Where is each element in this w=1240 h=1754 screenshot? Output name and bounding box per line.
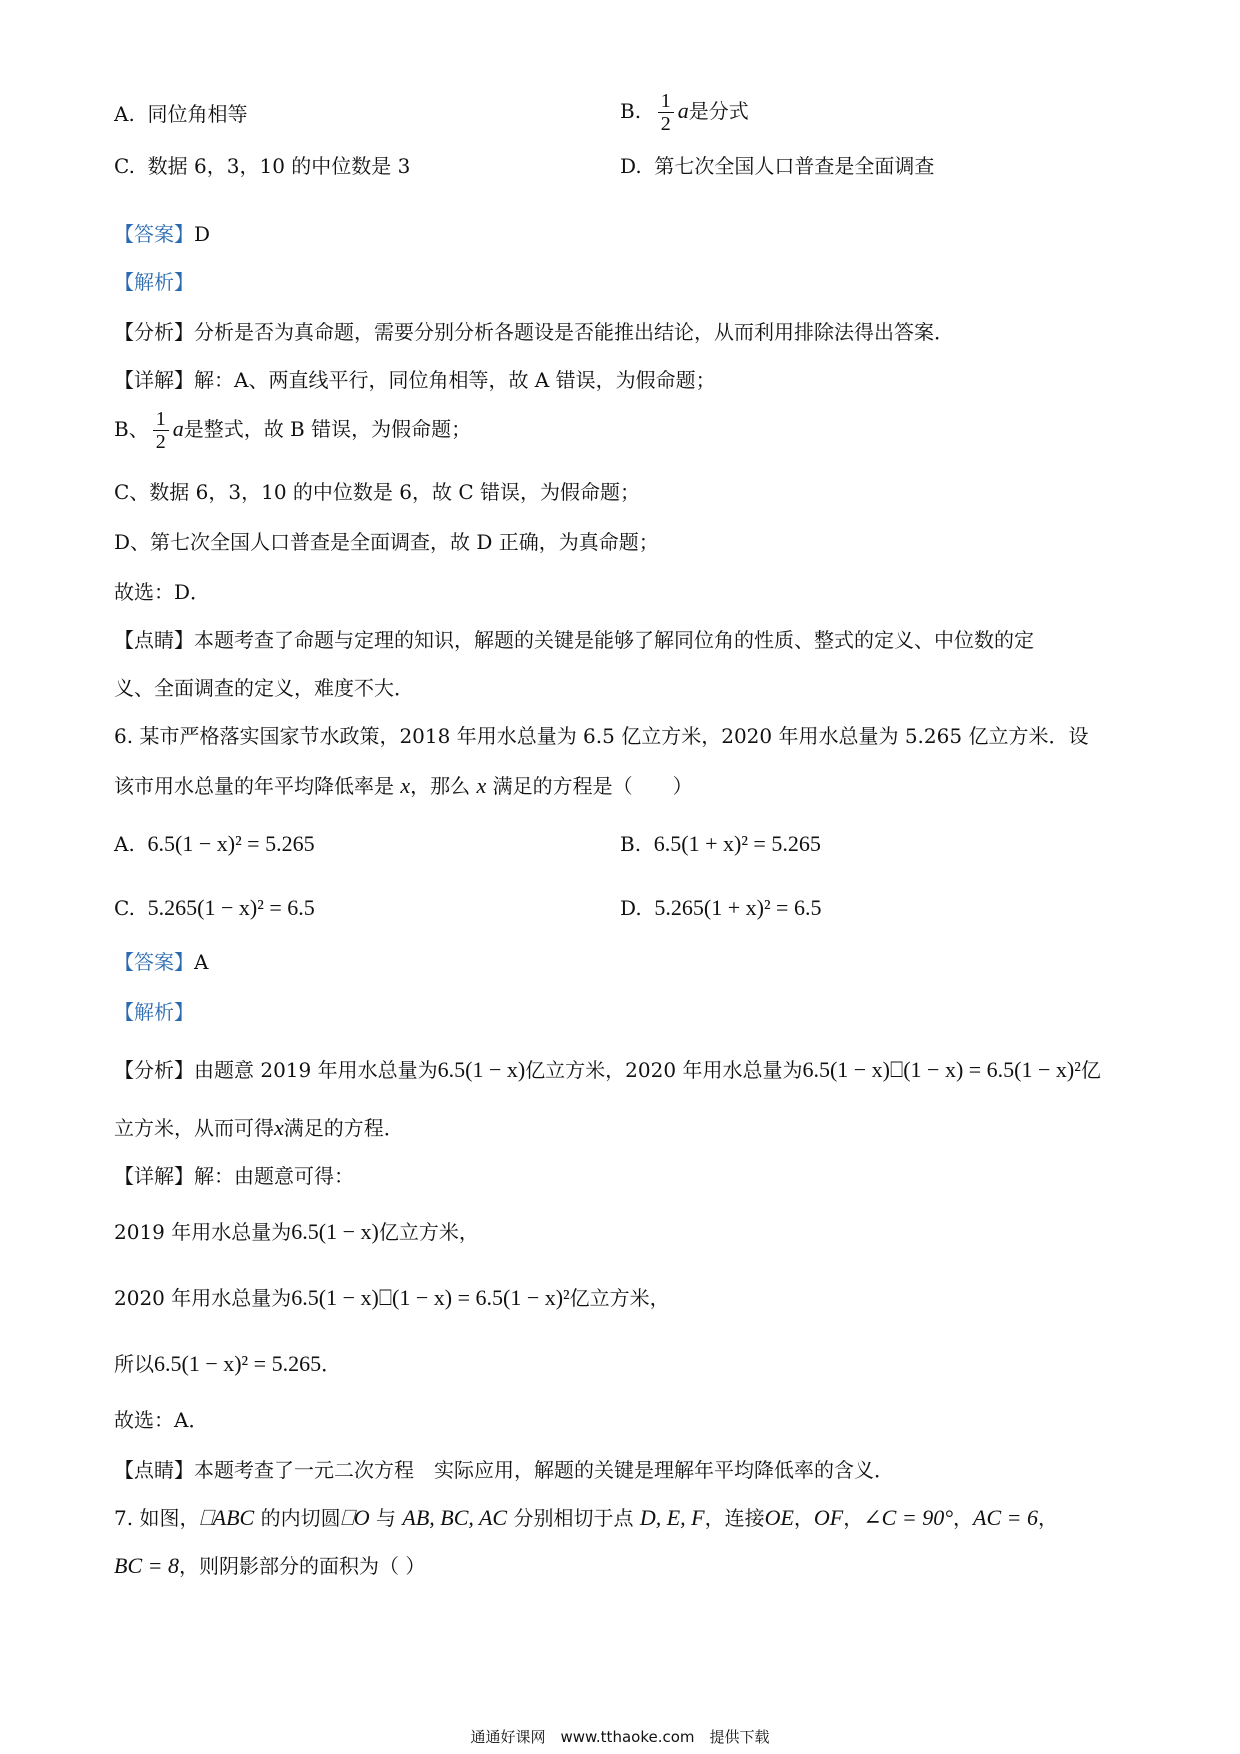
text-q6-line-2019-a: 2019 年用水总量为 (114, 1220, 292, 1244)
text-q6-opt-b-label: B. (620, 832, 642, 856)
q5-xiangjie-b (114, 408, 471, 453)
text-q7-stem-1f: ， (793, 1506, 814, 1530)
text-q6-suoyi-m: 6.5(1 − x)² = 5.265 (154, 1351, 322, 1376)
text-q7-stem-1c: 与 (376, 1506, 397, 1530)
text-q5-opt-b-num: 1 (658, 90, 674, 113)
text-q6-xiangjie-0: 解：由题意可得： (194, 1164, 354, 1188)
text-q6-suoyi-a: 所以 (114, 1352, 154, 1376)
text-q5-opt-d-label: D. (620, 154, 642, 178)
text-q6-opt-a-label: A. (114, 832, 135, 856)
text-q7-stem-1m5: OE (764, 1505, 794, 1530)
text-footer-text: 通通好课网 www.tthaoke.com 提供下载 (470, 1728, 770, 1746)
text-q6-fenxi-1m2: 6.5(1 − x)⎕(1 − x) = 6.5(1 − x)² (802, 1057, 1081, 1082)
text-q6-suoyi-b: ． (321, 1352, 342, 1376)
text-q6-stem-2-x2: x (476, 773, 487, 798)
q6-option-a (114, 830, 315, 858)
q6-stem-1 (114, 722, 1088, 750)
q6-xiangjie (114, 1162, 354, 1190)
text-q5-xiangjie-b-num: 1 (153, 408, 169, 431)
q6-dianjing (114, 1456, 894, 1484)
text-q7-stem-2m: BC = 8 (114, 1553, 179, 1578)
text-q5-opt-a-text: 同位角相等 (147, 102, 248, 126)
text-q6-fenxi-2a: 立方米，从而可得 (114, 1116, 274, 1140)
text-q7-stem-1h: ， (953, 1506, 974, 1530)
text-q6-stem-1: 6. 某市严格落实国家节水政策，2018 年用水总量为 6.5 亿立方米，2020 年用水总量为 5.265 亿立方米．设 (114, 724, 1089, 748)
q6-fenxi-2 (114, 1114, 404, 1142)
q7-stem-2 (114, 1552, 425, 1580)
text-q5-xiangjie-b-prefix: B、 (114, 417, 149, 441)
text-q5-opt-b-den: 2 (660, 113, 671, 135)
q6-stem-2 (114, 772, 693, 800)
q5-dianjing-1 (114, 626, 1034, 654)
text-q7-stem-1e: ，连接 (704, 1506, 765, 1530)
q6-line-2019 (114, 1218, 479, 1246)
q5-fenxi (114, 318, 954, 346)
text-q5-xiangjie-label: 【详解】 (114, 368, 194, 392)
text-q5-fenxi-label: 【分析】 (114, 320, 194, 344)
q6-jiexi (114, 998, 194, 1026)
text-q7-stem-1m8: AC = 6 (973, 1505, 1038, 1530)
q6-option-d (620, 894, 821, 922)
text-q6-answer-label: 【答案】 (114, 950, 194, 974)
q7-stem-1 (114, 1504, 1058, 1532)
text-q6-stem-2-c: 满足的方程是（ ） (492, 774, 693, 798)
text-q5-xiangjie-b-var: a (172, 416, 184, 441)
q5-option-c (114, 152, 410, 180)
text-q5-opt-b-label: B. (620, 99, 642, 123)
text-q6-dianjing-text: 本题考查了一元二次方程 实际应用，解题的关键是理解年平均降低率的含义． (194, 1458, 894, 1482)
text-q6-xiangjie-label: 【详解】 (114, 1164, 194, 1188)
text-q5-opt-b-text: 是分式 (688, 99, 749, 123)
text-q7-stem-2a: ，则阴影部分的面积为（ ） (178, 1554, 426, 1578)
q5-option-d (620, 152, 934, 180)
text-q7-stem-1m1: ⎕ABC (199, 1505, 255, 1530)
text-q6-line-2019-m: 6.5(1 − x) (291, 1219, 379, 1244)
text-q7-stem-1i: ， (1037, 1506, 1058, 1530)
text-q7-stem-1m3: AB, BC, AC (402, 1505, 508, 1530)
text-q5-opt-c-text: 数据 6，3，10 的中位数是 3 (147, 154, 411, 178)
text-q5-xiangjie-b-text: 是整式，故 B 错误，为假命题； (183, 417, 472, 441)
text-q6-fenxi-1b: 亿立方米，2020 年用水总量为 (525, 1058, 803, 1082)
text-q6-fenxi-1c: 亿 (1080, 1058, 1101, 1082)
text-q6-answer-value: A (194, 950, 209, 974)
q6-option-b (620, 830, 821, 858)
q5-xiangjie-d (114, 528, 659, 556)
text-q7-stem-1m4: D, E, F (639, 1505, 705, 1530)
text-q5-guxuan: 故选：D． (114, 580, 211, 604)
q6-option-c (114, 894, 315, 922)
q5-jiexi (114, 268, 194, 296)
q6-suoyi (114, 1350, 341, 1378)
text-q6-opt-d-label: D. (620, 896, 642, 920)
q5-option-b (620, 90, 749, 135)
text-q6-opt-c-math: 5.265(1 − x)² = 6.5 (147, 895, 315, 920)
text-q5-answer-value: D (194, 222, 211, 246)
text-q6-opt-b-math: 6.5(1 + x)² = 5.265 (653, 831, 821, 856)
text-q7-stem-1m2: ⎕O (340, 1505, 370, 1530)
text-q5-xiangjie-a: 解：A、两直线平行，同位角相等，故 A 错误，为假命题； (194, 368, 716, 392)
q6-fenxi-1 (114, 1056, 1101, 1084)
text-q7-stem-1d: 分别相切于点 (513, 1506, 634, 1530)
text-q6-line-2020-b: 亿立方米， (569, 1286, 670, 1310)
text-q5-opt-a-label: A. (114, 102, 135, 126)
text-q5-xiangjie-d: D、第七次全国人口普查是全面调查，故 D 正确，为真命题； (114, 530, 659, 554)
text-q6-jiexi-label: 【解析】 (114, 1000, 194, 1024)
text-q6-stem-2-b: ，那么 (410, 774, 471, 798)
text-q5-opt-d-text: 第七次全国人口普查是全面调查 (654, 154, 935, 178)
text-q6-fenxi-2b: 满足的方程． (283, 1116, 404, 1140)
q6-line-2020 (114, 1284, 670, 1312)
text-q6-stem-2-x1: x (400, 773, 411, 798)
fraction (658, 90, 674, 135)
text-q7-stem-1m6: OF (813, 1505, 844, 1530)
q6-answer (114, 948, 208, 976)
text-q5-opt-c-label: C. (114, 154, 135, 178)
text-q6-opt-a-math: 6.5(1 − x)² = 5.265 (147, 831, 315, 856)
text-q6-opt-d-math: 5.265(1 + x)² = 6.5 (654, 895, 822, 920)
text-q6-dianjing-label: 【点睛】 (114, 1458, 194, 1482)
q5-answer (114, 220, 210, 248)
text-q6-line-2019-b: 亿立方米， (378, 1220, 479, 1244)
q5-guxuan (114, 578, 210, 606)
text-q5-dianjing-1: 本题考查了命题与定理的知识，解题的关键是能够了解同位角的性质、整式的定义、中位数的定 (194, 628, 1034, 652)
q5-xiangjie-c (114, 478, 640, 506)
text-q5-opt-b-var: a (677, 98, 689, 123)
q5-option-a (114, 100, 248, 128)
text-q5-dianjing-2: 义、全面调查的定义，难度不大． (114, 676, 414, 700)
text-q5-fenxi-text: 分析是否为真命题，需要分别分析各题设是否能推出结论，从而利用排除法得出答案． (194, 320, 954, 344)
text-q7-stem-1a: 7. 如图， (114, 1506, 200, 1530)
text-q6-fenxi-1m1: 6.5(1 − x) (437, 1057, 526, 1082)
text-q5-xiangjie-c: C、数据 6，3，10 的中位数是 6，故 C 错误，为假命题； (114, 480, 641, 504)
text-q6-fenxi-2x: x (274, 1115, 284, 1140)
text-q5-dianjing-label: 【点睛】 (114, 628, 194, 652)
text-q6-opt-c-label: C. (114, 896, 135, 920)
q5-dianjing-2 (114, 674, 414, 702)
text-q7-stem-1g: ， (843, 1506, 864, 1530)
text-q5-xiangjie-b-den: 2 (155, 431, 166, 453)
page-footer (0, 1726, 1240, 1747)
text-q6-stem-2-a: 该市用水总量的年平均降低率是 (114, 774, 394, 798)
text-q7-stem-1m7: ∠C = 90° (863, 1505, 954, 1530)
text-q6-fenxi-1a: 由题意 2019 年用水总量为 (194, 1058, 438, 1082)
text-q7-stem-1b: 的内切圆 (260, 1506, 341, 1530)
text-q6-line-2020-m: 6.5(1 − x)⎕(1 − x) = 6.5(1 − x)² (291, 1285, 570, 1310)
text-q6-guxuan: 故选：A． (114, 1408, 209, 1432)
fraction (153, 408, 169, 453)
text-q5-answer-label: 【答案】 (114, 222, 194, 246)
text-q6-fenxi-label: 【分析】 (114, 1058, 194, 1082)
q5-xiangjie-a (114, 366, 716, 394)
q6-guxuan (114, 1406, 208, 1434)
text-q5-jiexi-label: 【解析】 (114, 270, 194, 294)
text-q6-line-2020-a: 2020 年用水总量为 (114, 1286, 292, 1310)
